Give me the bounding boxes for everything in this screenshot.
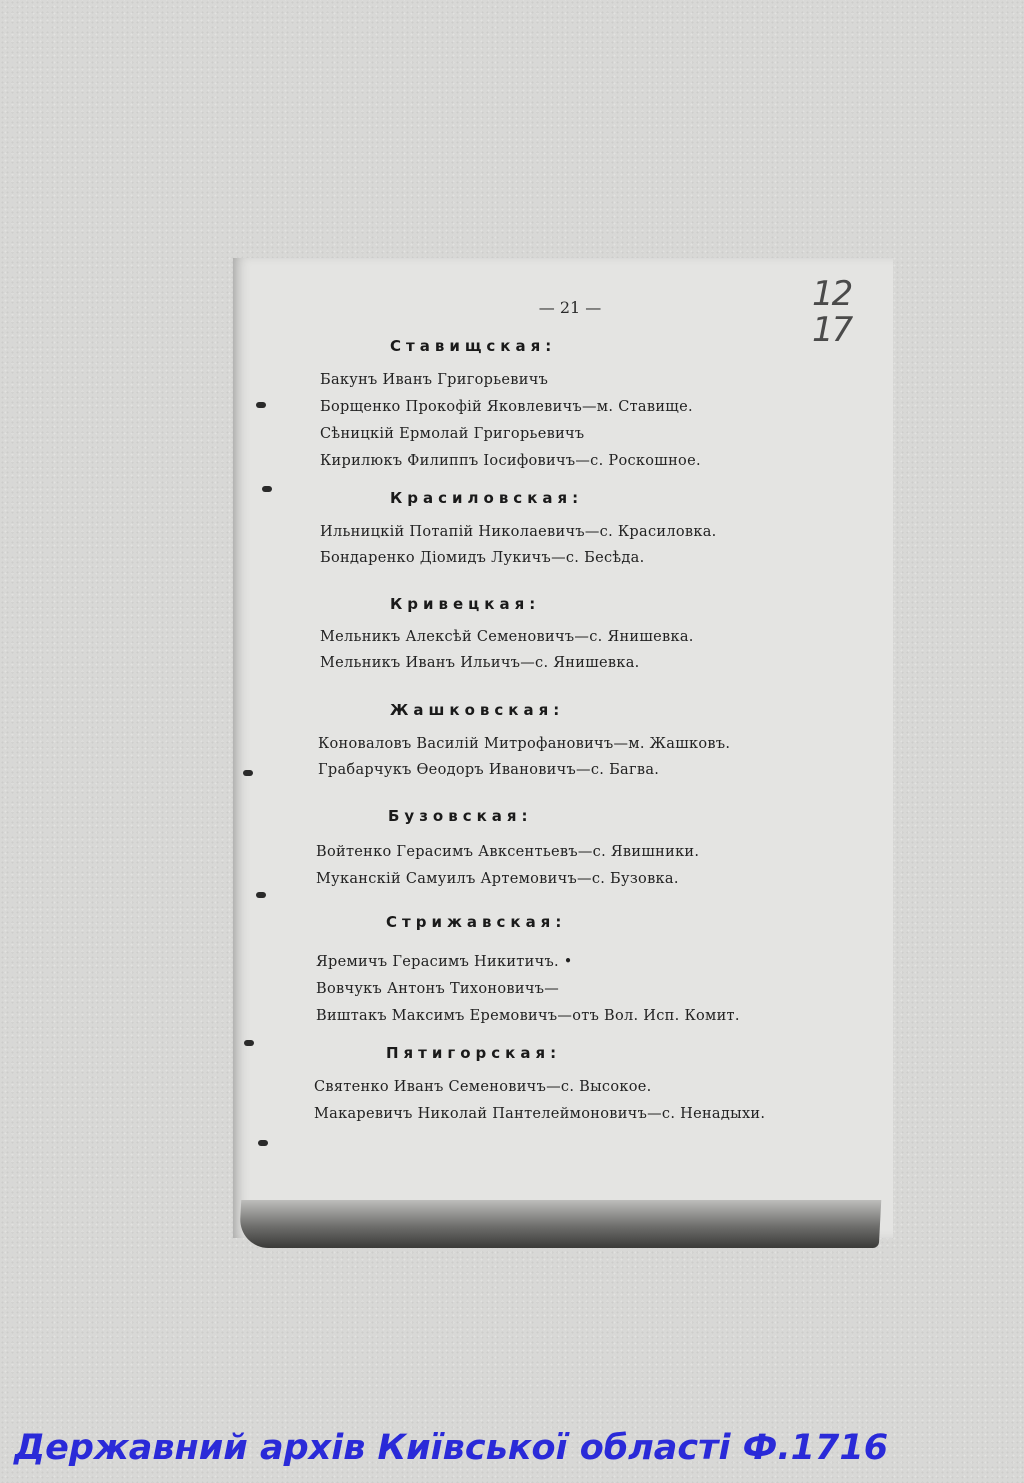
list-item: Ильницкій Потапій Николаевичъ—с. Красиловка. xyxy=(320,524,717,540)
section-title: Пятигорская: xyxy=(386,1044,562,1062)
list-item: Бондаренко Діомидъ Лукичъ—с. Бесѣда. xyxy=(320,550,645,566)
list-item: Яремичъ Герасимъ Никитичъ. • xyxy=(316,954,573,970)
list-item: Кирилюкъ Филиппъ Іосифовичъ—с. Роскошное. xyxy=(320,453,701,469)
section-title: Красиловская: xyxy=(390,489,584,507)
pencil-margin-note: 12 17 xyxy=(812,274,852,350)
binding-hole xyxy=(244,1040,254,1046)
section-title: Ставищская: xyxy=(390,337,557,355)
binding-hole xyxy=(256,892,266,898)
binding-hole xyxy=(262,486,272,492)
list-item: Сѣницкій Ермолай Григорьевичъ xyxy=(320,426,585,442)
list-item: Святенко Иванъ Семеновичъ—с. Высокое. xyxy=(314,1079,652,1095)
section-title: Жашковская: xyxy=(390,701,565,719)
page-number: — 21 — xyxy=(538,298,602,317)
section-title: Бузовская: xyxy=(388,807,533,825)
list-item: Грабарчукъ Өеодоръ Ивановичъ—с. Багва. xyxy=(318,762,660,778)
section-title: Кривецкая: xyxy=(390,595,541,613)
list-item: Виштакъ Максимъ Еремовичъ—отъ Вол. Исп. Комит. xyxy=(316,1008,740,1024)
list-item: Войтенко Герасимъ Авксентьевъ—с. Явишники. xyxy=(316,844,700,860)
archive-caption: Державний архів Київської області Ф.1716 xyxy=(14,1428,889,1468)
list-item: Мельникъ Иванъ Ильичъ—с. Янишевка. xyxy=(320,655,640,671)
sheet-curled-edge xyxy=(239,1200,882,1248)
list-item: Коноваловъ Василій Митрофановичъ—м. Жашковъ. xyxy=(318,736,731,752)
section-title: Стрижавская: xyxy=(386,913,567,931)
list-item: Мельникъ Алексѣй Семеновичъ—с. Янишевка. xyxy=(320,629,694,645)
list-item: Муканскій Самуилъ Артемовичъ—с. Бузовка. xyxy=(316,871,679,887)
list-item: Борщенко Прокофій Яковлевичъ—м. Ставище. xyxy=(320,399,693,415)
list-item: Вовчукъ Антонъ Тихоновичъ— xyxy=(316,981,560,997)
binding-hole xyxy=(243,770,253,776)
binding-hole xyxy=(256,402,266,408)
binding-hole xyxy=(258,1140,268,1146)
list-item: Макаревичъ Николай Пантелеймоновичъ—с. Ненадыхи. xyxy=(314,1106,766,1122)
list-item: Бакунъ Иванъ Григорьевичъ xyxy=(320,372,549,388)
